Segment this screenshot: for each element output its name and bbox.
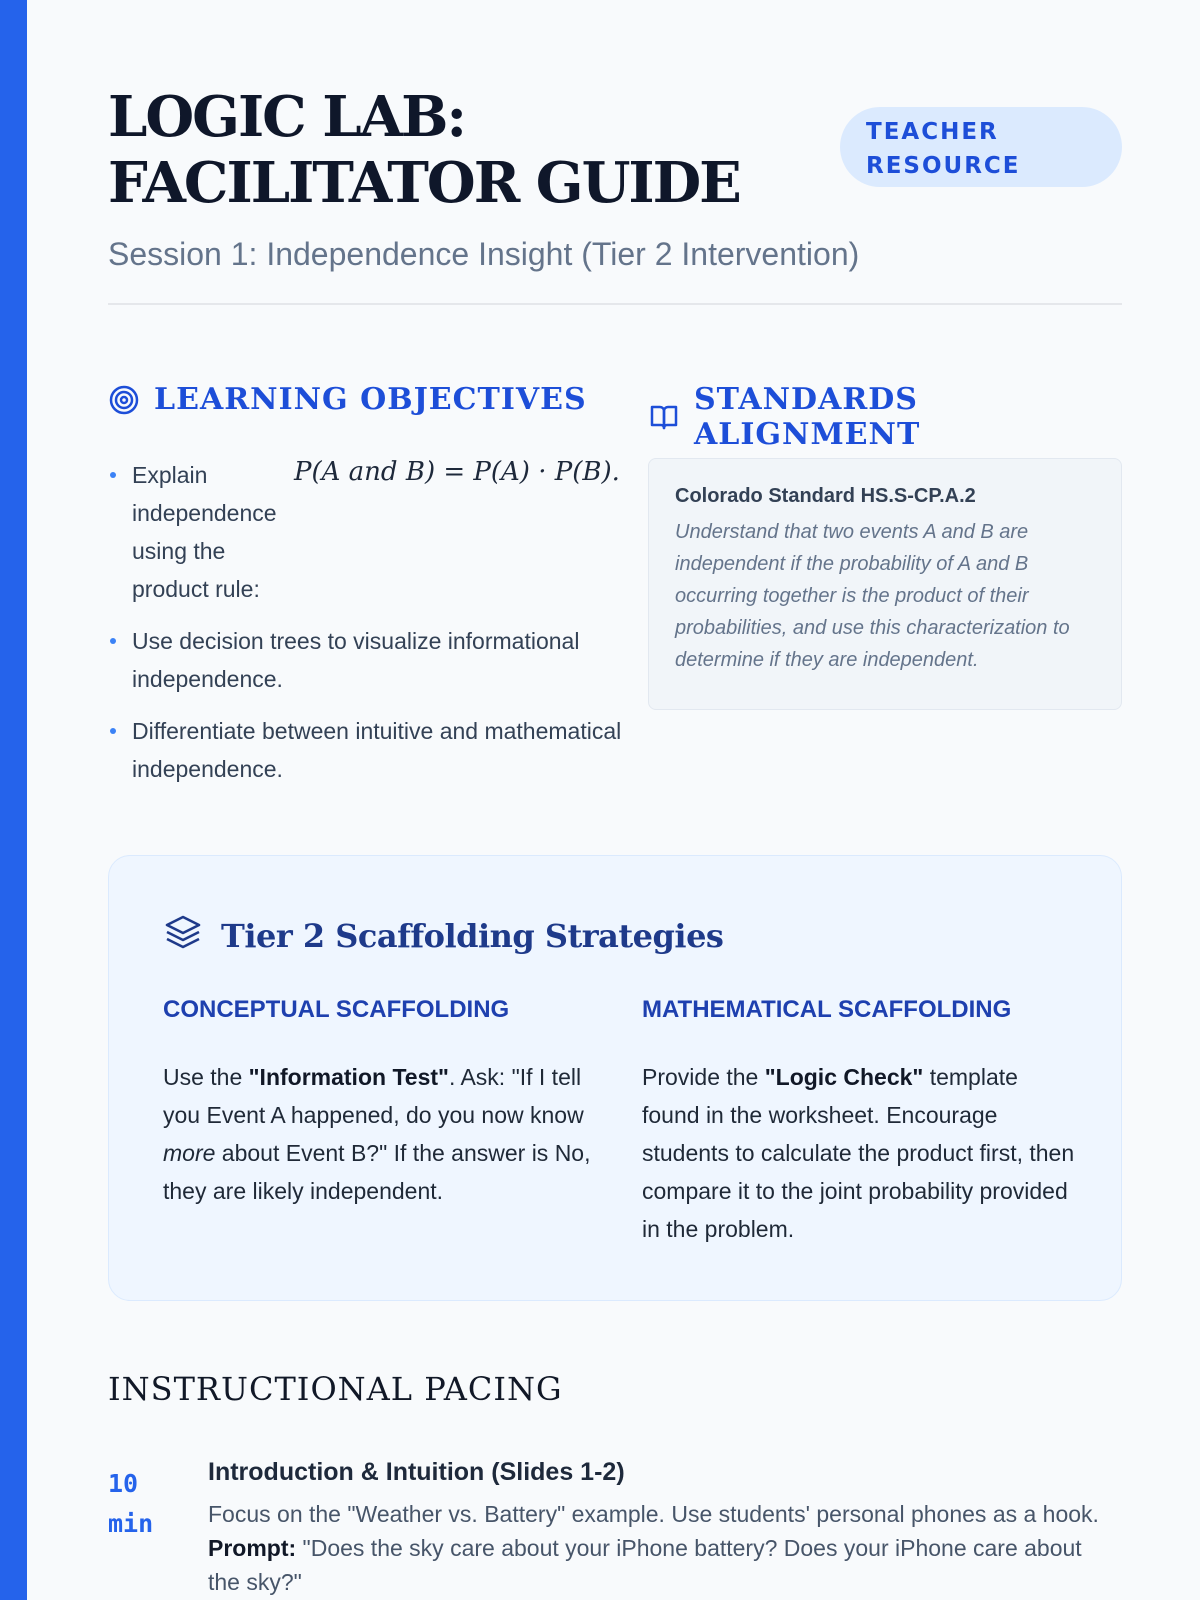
product-rule-formula: P(A and B) = P(A) · P(B). — [294, 457, 620, 487]
standard-title: Colorado Standard HS.S-CP.A.2 — [675, 485, 976, 507]
pacing-body — [208, 1458, 1118, 1599]
accent-sidebar-bar — [0, 0, 27, 1600]
page-header — [108, 0, 1122, 305]
standards-alignment-heading — [648, 382, 1122, 452]
layers-icon — [163, 912, 203, 960]
mathematical-text: Provide the "Logic Check" template found in the worksheet. Encourage students to calculate the product first, then compare it to the joint probability provided in the problem. — [642, 1064, 1075, 1242]
objective-item: Differentiate between intuitive and mathematical independence. — [108, 712, 628, 788]
teacher-resource-badge — [840, 107, 1122, 187]
badge-line-1: TEACHER — [866, 119, 999, 145]
scaffolding-title: Tier 2 Scaffolding Strategies — [221, 917, 724, 955]
pacing-description: Focus on the "Weather vs. Battery" example. Use students' personal phones as a hook. Prompt: "Does the sky care about your iPhone battery? Does your iPhone care about the sky?" — [208, 1501, 1099, 1595]
page-title: LOGIC LAB: FACILITATOR GUIDE — [108, 84, 740, 216]
objective-text: Explain independence using the product rule: — [132, 462, 277, 602]
learning-objectives-label: LEARNING OBJECTIVES — [154, 382, 587, 417]
target-icon — [108, 384, 140, 416]
pacing-duration: 10 min — [108, 1469, 154, 1538]
standard-text: Understand that two events A and B are independent if the probability of A and B occurring together is the product of their probabilities, and use this characterization to determine if they are independent. — [675, 521, 1070, 671]
page-subtitle: Session 1: Independence Insight (Tier 2 Intervention) — [108, 236, 860, 272]
objective-item: Use decision trees to visualize informational independence. — [108, 622, 628, 698]
scaffolding-panel — [108, 855, 1122, 1301]
conceptual-scaffolding-column — [163, 996, 599, 1210]
objectives-list — [108, 456, 628, 802]
facilitator-guide-page — [108, 0, 1122, 1595]
conceptual-title: CONCEPTUAL SCAFFOLDING — [163, 996, 510, 1023]
standard-card — [648, 458, 1122, 710]
mathematical-title: MATHEMATICAL SCAFFOLDING — [642, 996, 1012, 1023]
instructional-pacing-heading: INSTRUCTIONAL PACING — [108, 1370, 563, 1408]
conceptual-text: Use the "Information Test". Ask: "If I tell you Event A happened, do you now know more about Event B?" If the answer is No, they are likely independent. — [163, 1064, 591, 1204]
pacing-title: Introduction & Intuition (Slides 1-2) — [208, 1458, 625, 1486]
scaffolding-heading — [163, 912, 723, 960]
standards-alignment-label: STANDARDS ALIGNMENT — [694, 382, 921, 452]
learning-objectives-heading — [108, 382, 587, 417]
objective-item — [108, 456, 628, 608]
header-divider — [108, 303, 1122, 305]
badge-line-2: RESOURCE — [866, 153, 1021, 179]
mathematical-scaffolding-column — [642, 996, 1078, 1248]
book-icon — [648, 401, 680, 433]
